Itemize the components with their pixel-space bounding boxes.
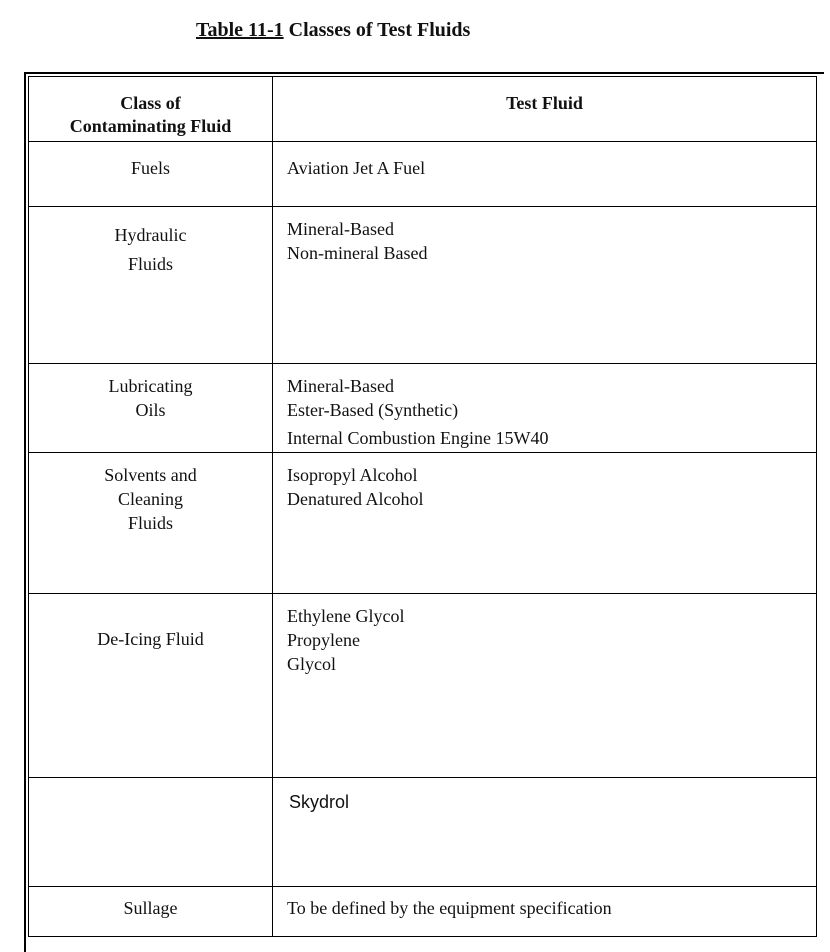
fluid-cell — [273, 453, 817, 594]
class-line: Sullage — [123, 898, 178, 918]
class-line: Oils — [135, 400, 166, 420]
fluid-line: Denatured Alcohol — [287, 489, 424, 509]
table-row — [29, 594, 817, 778]
table-row — [29, 778, 817, 887]
table-row — [29, 887, 817, 937]
class-cell — [29, 142, 273, 207]
class-line: De-Icing Fluid — [97, 629, 204, 649]
class-line: Solvents and — [104, 465, 197, 485]
fluid-line: Internal Combustion Engine 15W40 — [287, 428, 549, 448]
class-line: Fluids — [127, 513, 174, 533]
class-cell — [29, 778, 273, 887]
header-class — [29, 77, 273, 142]
fluid-line: Isopropyl Alcohol — [287, 465, 418, 485]
class-cell — [29, 887, 273, 937]
table-title: Classes of Test Fluids — [288, 19, 471, 41]
fluid-line: Non-mineral Based — [287, 243, 428, 263]
test-fluids-table — [28, 76, 817, 937]
class-line: Fluids — [127, 254, 174, 274]
fluid-cell — [273, 887, 817, 937]
table-row — [29, 142, 817, 207]
class-line: Cleaning — [118, 489, 183, 509]
fluid-cell — [273, 594, 817, 778]
fluid-cell — [273, 364, 817, 453]
class-cell — [29, 364, 273, 453]
table-row — [29, 453, 817, 594]
class-cell — [29, 453, 273, 594]
fluid-cell — [273, 778, 817, 887]
fluid-line: Aviation Jet A Fuel — [287, 158, 426, 178]
class-line: Lubricating — [108, 376, 193, 396]
header-class-line: Contaminating Fluid — [69, 116, 232, 136]
fluid-line: Mineral-Based — [287, 376, 394, 396]
class-line: Hydraulic — [114, 225, 187, 245]
fluid-line: Glycol — [287, 654, 336, 674]
fluid-line: To be defined by the equipment specification — [287, 898, 612, 918]
fluid-line: Ethylene Glycol — [287, 606, 405, 626]
fluid-line: Ester-Based (Synthetic) — [287, 400, 459, 420]
class-line: Fuels — [130, 158, 170, 178]
header-row — [29, 77, 817, 142]
table-row — [29, 364, 817, 453]
fluid-cell — [273, 142, 817, 207]
fluid-line: Skydrol — [289, 792, 350, 812]
table-number: Table 11-1 — [196, 19, 284, 41]
class-cell — [29, 594, 273, 778]
fluid-line: Propylene — [287, 630, 360, 650]
header-fluid: Test Fluid — [273, 77, 817, 142]
header-class-line: Class of — [120, 93, 181, 113]
fluid-cell — [273, 207, 817, 364]
fluid-line: Mineral-Based — [287, 219, 394, 239]
table-caption — [196, 19, 470, 42]
table-row — [29, 207, 817, 364]
class-cell — [29, 207, 273, 364]
